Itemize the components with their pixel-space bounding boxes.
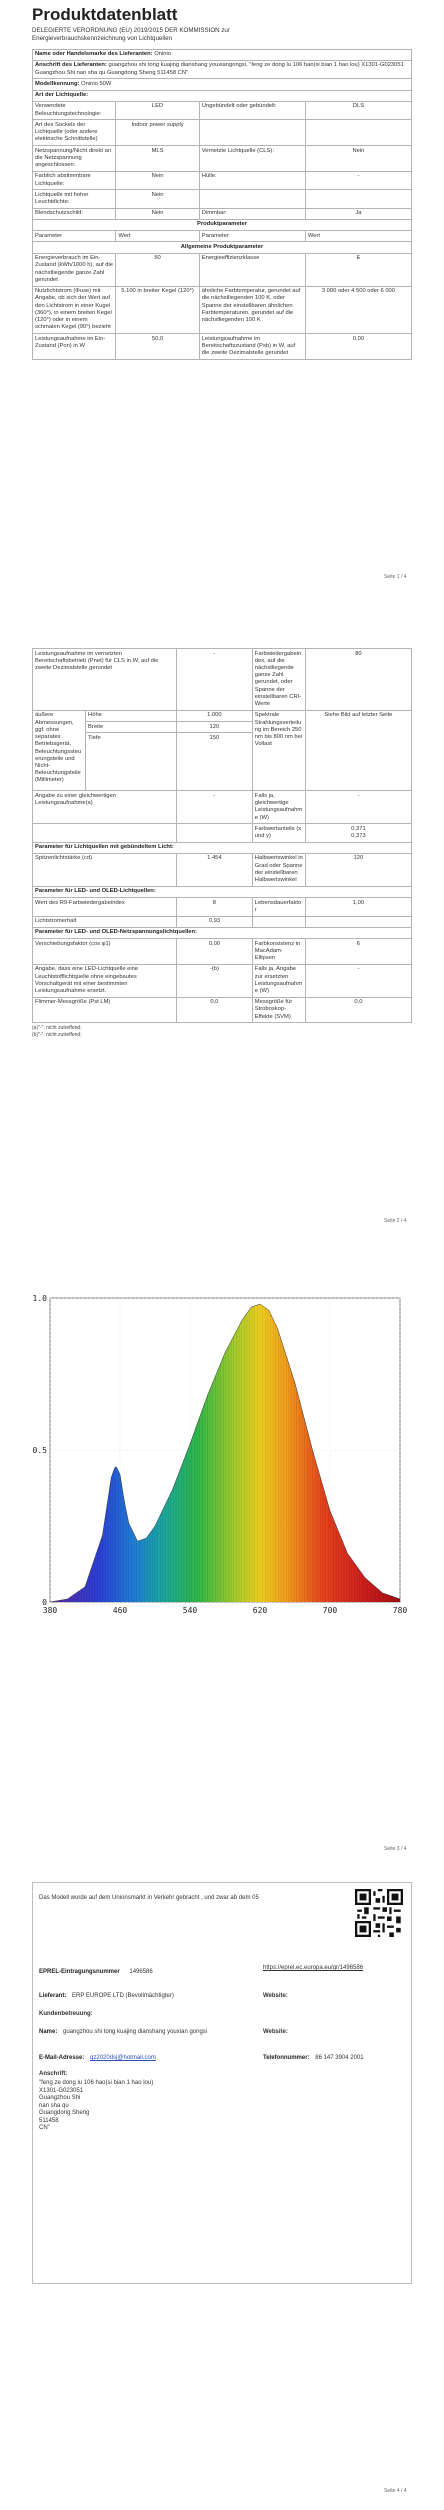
- supplier-name-label: Name oder Handelsmarke des Lieferanten:: [35, 51, 153, 58]
- cell: Indoor power supply: [116, 120, 199, 146]
- spectral-label: Spektrale Strahlungsverteilung im Bereich 250 nm bis 800 nm bei Vollast: [252, 710, 305, 790]
- supplier-name-row: [33, 49, 412, 60]
- model-value: Oninio 50W: [81, 80, 112, 87]
- cell: Falls ja, Angabe zur ersetzten Leistungsaufnahme (W): [252, 964, 305, 997]
- cell: Farbwiedergabeindex, auf die nächstliegende ganze Zahl gerundet, oder Spanne der einstellbaren CRI-Werte: [252, 649, 305, 711]
- led-header: Parameter für LED- und OLED-Lichtquellen:: [33, 886, 412, 897]
- cell: E: [305, 253, 411, 286]
- x-tick-label: 460: [112, 1606, 128, 1615]
- cell: Nein: [305, 146, 411, 172]
- cell: Lichtstromerhalt: [33, 916, 177, 927]
- cell: Nutzlichtstrom (Φuse) mit Angabe, ob sich der Wert auf den Lichtstrom in einer Kugel (360°), in einem breiten Kegel (120°) oder in einem schmalen Kegel (90°) bezieht: [33, 286, 116, 333]
- page-number: Seite 3 / 4: [384, 1846, 407, 1852]
- address-line: "feng ze dong lu 106 hao(si bian 1 hao lou): [39, 2080, 154, 2086]
- qr-code-icon[interactable]: [355, 1889, 403, 1937]
- cell: Energieeffizienzklasse: [199, 253, 305, 286]
- email-row: [39, 2055, 156, 2063]
- column-header-row: [33, 231, 412, 242]
- eprel-info-card: [32, 1882, 412, 2284]
- column-header: Wert: [305, 231, 411, 242]
- website-label-2: Website:: [263, 2029, 288, 2035]
- supplier-address-value: guangzhou shi tong kuajing dianshang youxiangongsi, "feng ze dong lu 106 hao(si bian 1 hao lou) X1301-G023051 Guangzhou Shi nan sha qu Guangdong Sheng 511458 CN": [35, 62, 404, 76]
- address-line: Guangdong Sheng: [39, 2110, 90, 2116]
- table-row: [33, 824, 412, 842]
- footnote-b: (b)"-": nicht zutreffend;: [32, 1031, 82, 1038]
- table-row: [33, 710, 412, 721]
- dimension-name: Breite: [86, 722, 177, 733]
- cell: 80: [305, 649, 411, 711]
- table-row: [33, 916, 412, 927]
- x-tick-label: 540: [182, 1606, 198, 1615]
- cell: Leistungsaufnahme im vernetzten Bereitschaftsbetrieb (Pnet) für CLS in W, auf die zweite Dezimalstelle gerundet: [33, 649, 177, 711]
- dimension-name: Höhe: [86, 710, 177, 721]
- cell: 0,00: [305, 334, 411, 360]
- y-tick-label: 0: [42, 1598, 47, 1607]
- cell: Messgröße für Stroboskop-Effekte (SVM): [252, 997, 305, 1023]
- x-tick-labels: [43, 1606, 408, 1615]
- cell: Dimmbar:: [199, 208, 305, 219]
- bundled-header-row: [33, 842, 412, 853]
- y-tick-label: 0.5: [32, 1446, 47, 1455]
- cell: [305, 916, 411, 927]
- cell: [199, 120, 305, 146]
- led-header-row: [33, 886, 412, 897]
- cell: Blendschutzschild:: [33, 208, 116, 219]
- supplier-address-label: Anschrift des Lieferanten:: [35, 62, 107, 69]
- cell: Lichtquelle mit hoher Leuchtdichte:: [33, 190, 116, 208]
- table-row: [33, 898, 412, 916]
- table-row: [33, 120, 412, 146]
- model-row: [33, 79, 412, 90]
- cell: 50: [116, 253, 199, 286]
- page-number: Seite 2 / 4: [384, 1218, 407, 1224]
- name-value: guangzhou shi tong kuajing dianshang youxian gongsi: [63, 2029, 208, 2035]
- led-mains-header: Parameter für LED- und OLED-Netzspannungslichtquellen:: [33, 927, 412, 938]
- led-mains-header-row: [33, 927, 412, 938]
- supplier-name-value: Oninio: [154, 51, 171, 58]
- cell: Angabe zu einer gleichwertigen Leistungsaufnahme(a): [33, 791, 177, 824]
- general-params-header: Allgemeine Produktparameter: [33, 242, 412, 253]
- column-header: Wert: [116, 231, 199, 242]
- cell: LED: [116, 101, 199, 119]
- page-1: [32, 4, 412, 360]
- y-tick-labels: [33, 1294, 48, 1607]
- cell: Wert des R9-Farbwiedergabeindex: [33, 898, 177, 916]
- cell: [305, 120, 411, 146]
- cell: Ungebündelt oder gebündelt:: [199, 101, 305, 119]
- market-intro: Das Modell wurde auf dem Unionsmarkt in Verkehr gebracht , und zwar ab dem 05: [39, 1895, 259, 1901]
- table-row: [33, 939, 412, 965]
- anschrift-label: Anschrift:: [39, 2071, 68, 2077]
- spectral-value: Siehe Bild auf letzter Seite: [305, 710, 411, 790]
- cell: Farbwertanteile (x und y): [252, 824, 305, 842]
- kundenbetreuung-label: Kundenbetreuung:: [39, 2011, 93, 2017]
- x-tick-label: 620: [252, 1606, 268, 1615]
- cell: Hülle:: [199, 171, 305, 189]
- page-2: [32, 648, 412, 1038]
- phone-value: 86 147 3904 2001: [315, 2055, 364, 2061]
- address-line: X1301-G023051: [39, 2087, 84, 2094]
- cell: Nein: [116, 190, 199, 208]
- chromaticity-x: 0,371: [351, 825, 366, 832]
- page-number: Seite 1 / 4: [384, 574, 407, 580]
- name-label: Name:: [39, 2029, 58, 2035]
- regulation-line-1: DELEGIERTE VERORDNUNG (EU) 2019/2015 DER KOMMISSION zur: [32, 27, 230, 35]
- spectrum-svg: [28, 1280, 420, 1620]
- cell: 0,0: [305, 997, 411, 1023]
- y-tick-label: 1.0: [32, 1294, 47, 1303]
- spectral-distribution-chart: [28, 1280, 420, 1620]
- cell: Verwendete Beleuchtungstechnologie:: [33, 101, 116, 119]
- lieferant-row: [39, 1993, 174, 2001]
- cell: Angabe, dass eine LED-Lichtquelle eine Leuchtstofflichtquelle ohne eingebautes Vorschaltgerät mit einer bestimmten Leistungsaufnahme ersetzt.: [33, 964, 177, 997]
- x-tick-label: 380: [42, 1606, 58, 1615]
- cell: 6: [305, 939, 411, 965]
- table-row: [33, 964, 412, 997]
- cell: Farbkonsistenz in MacAdam-Ellipsen: [252, 939, 305, 965]
- cell: Leistungsaufnahme im Bereitschaftszustand (Psb) in W, auf die zweite Dezimalstelle gerundet: [199, 334, 305, 360]
- supplier-table: [32, 49, 412, 360]
- x-tick-label: 780: [392, 1606, 408, 1615]
- eprel-row: [39, 1969, 153, 1977]
- light-type-header-row: [33, 90, 412, 101]
- cell: Vernetzte Lichtquelle (CLS):: [199, 146, 305, 172]
- cell: 0,93: [176, 916, 252, 927]
- table-row: [33, 853, 412, 886]
- cell: 0,00: [176, 939, 252, 965]
- address-line: 511458: [39, 2117, 59, 2124]
- cell: [305, 190, 411, 208]
- dimensions-label: äußere Abmessungen, ggf. ohne separates Betriebsgerät, Beleuchtungssteuerungsteile und Nicht-Beleuchtungsteile (Millimeter): [33, 710, 86, 790]
- cell: Lebensdauerfaktor: [252, 898, 305, 916]
- cell: 50,0: [116, 334, 199, 360]
- general-params-header-row: [33, 242, 412, 253]
- table-row: [33, 190, 412, 208]
- table-row: [33, 208, 412, 219]
- cell: [252, 916, 305, 927]
- phone-label: Telefonnummer:: [263, 2055, 310, 2061]
- cell: 1.454: [176, 853, 252, 886]
- eprel-number: 1496586: [129, 1969, 153, 1975]
- table-row: [33, 146, 412, 172]
- cell: [33, 824, 177, 842]
- footnote-a: (a)"-": nicht zutreffend;: [32, 1025, 82, 1032]
- cell: 1,00: [305, 898, 411, 916]
- table-row: [33, 997, 412, 1023]
- cell: Leistungsaufnahme im Ein-Zustand (Pon) in W: [33, 334, 116, 360]
- address-line: nan sha qu: [39, 2102, 69, 2109]
- cell: DLS: [305, 101, 411, 119]
- phone-row: [263, 2055, 364, 2063]
- cell: Art des Sockels der Lichtquelle (oder andere elektrische Schnittstelle): [33, 120, 116, 146]
- dimension-name: Tiefe: [86, 733, 177, 791]
- cell: -: [305, 964, 411, 997]
- cell: [199, 190, 305, 208]
- cell: 120: [305, 853, 411, 886]
- cell: -(b): [176, 964, 252, 997]
- email-link[interactable]: gz2020dsj@hotmail.com: [90, 2055, 156, 2061]
- cell: Verschiebungsfaktor (cos φ1): [33, 939, 177, 965]
- cell: ähnliche Farbtemperatur, gerundet auf die nächstliegenden 100 K, oder Spanne der einstellbaren ähnlichen Farbtemperaturen, gerundet auf die nächstliegenden 100 K: [199, 286, 305, 333]
- table-row: [33, 649, 412, 711]
- cell: -: [305, 171, 411, 189]
- website-label: Website:: [263, 1993, 288, 1999]
- x-tick-label: 700: [322, 1606, 338, 1615]
- table-row: [33, 253, 412, 286]
- column-header: Parameter: [199, 231, 305, 242]
- page-number: Seite 4 / 4: [384, 2488, 407, 2494]
- table-row: [33, 171, 412, 189]
- params-table-continued: [32, 648, 412, 1023]
- table-row: [33, 101, 412, 119]
- cell: Ja: [305, 208, 411, 219]
- cell: Spitzenlichtstärke (cd): [33, 853, 177, 886]
- params-header: Produktparameter: [33, 219, 412, 230]
- cell: -: [176, 791, 252, 824]
- regulation-line-2: Energieverbrauchskennzeichnung von Lichtquellen: [32, 35, 173, 42]
- dimension-value: 1.000: [176, 710, 252, 721]
- anschrift-block: [39, 2080, 153, 2133]
- chromaticity-y: 0,373: [351, 833, 366, 840]
- lieferant-value: ERP EUROPE LTD (Bevollmächtigter): [72, 1993, 174, 1999]
- cell: 5.100 in breiter Kegel (120°): [116, 286, 199, 333]
- table-row: [33, 334, 412, 360]
- dimension-value: 150: [176, 733, 252, 791]
- cell: 3 000 oder 4 500 oder 6 000: [305, 286, 411, 333]
- cell: 0,0: [176, 997, 252, 1023]
- cell: MLS: [116, 146, 199, 172]
- dimension-value: 120: [176, 722, 252, 733]
- eprel-label: EPREL-Eintragungsnummer: [39, 1969, 120, 1975]
- cell: -: [305, 791, 411, 824]
- cell: -: [176, 649, 252, 711]
- cell: Nein: [116, 208, 199, 219]
- email-label: E-Mail-Adresse:: [39, 2055, 85, 2061]
- chromaticity-cell: [305, 824, 411, 842]
- cell: Nein: [116, 171, 199, 189]
- cell: 8: [176, 898, 252, 916]
- name-row: [39, 2029, 249, 2037]
- cell: Falls ja, gleichwertige Leistungsaufnahme (W): [252, 791, 305, 824]
- cell: [176, 824, 252, 842]
- lieferant-label: Lieferant:: [39, 1993, 67, 1999]
- params-header-row: [33, 219, 412, 230]
- cell: Energieverbrauch im Ein-Zustand (kWh/1000 h), auf die nächstliegende ganze Zahl gerundet: [33, 253, 116, 286]
- address-line: Guangzhou Shi: [39, 2095, 81, 2101]
- cell: Netzspannung/Nicht direkt an die Netzspannung angeschlossen:: [33, 146, 116, 172]
- light-type-header: Art der Lichtquelle:: [33, 90, 412, 101]
- eprel-link[interactable]: https://eprel.ec.europa.eu/qr/1496586: [263, 1965, 364, 1971]
- model-label: Modellkennung:: [35, 80, 80, 87]
- supplier-address-row: [33, 60, 412, 78]
- cell: Flimmer-Messgröße (Pst LM): [33, 997, 177, 1023]
- address-line: CN": [39, 2125, 50, 2131]
- table-row: [33, 791, 412, 824]
- page-title: Produktdatenblatt: [32, 5, 178, 24]
- cell: Farblich abstimmbare Lichtquelle:: [33, 171, 116, 189]
- table-row: [33, 286, 412, 333]
- cell: Halbwertswinkel in Grad oder Spanne der einstellbaren Halbwertswinkel: [252, 853, 305, 886]
- bundled-header: Parameter für Lichtquellen mit gebündeltem Licht:: [33, 842, 412, 853]
- column-header: Parameter: [33, 231, 116, 242]
